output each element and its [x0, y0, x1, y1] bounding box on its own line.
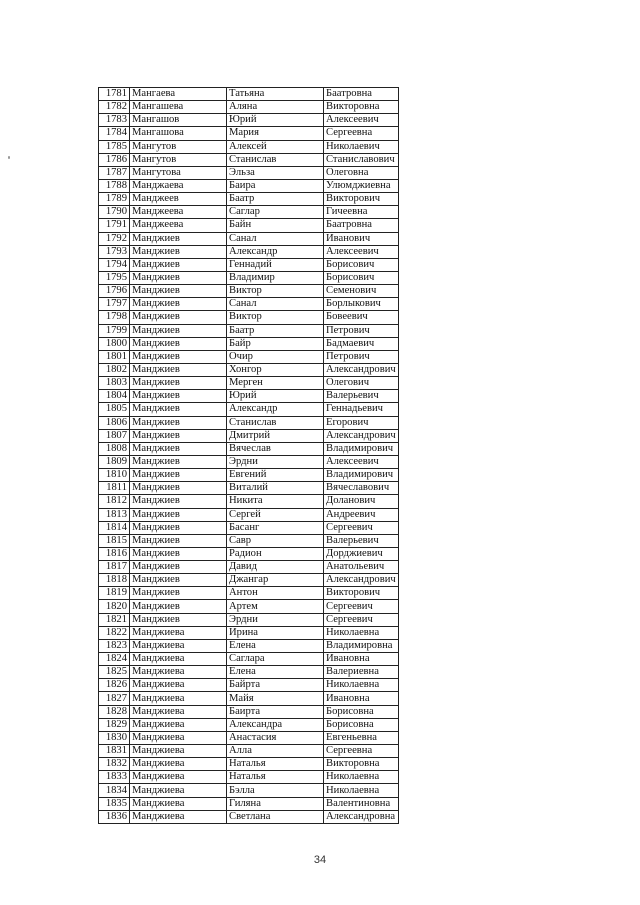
patronymic-cell: Алексеевич [324, 245, 399, 258]
row-number-cell: 1801 [99, 350, 130, 363]
last-name-cell: Манджиев [130, 613, 227, 626]
patronymic-cell: Бовеевич [324, 311, 399, 324]
table-row [99, 784, 399, 797]
last-name-cell: Манджиев [130, 311, 227, 324]
patronymic-cell: Николаевна [324, 784, 399, 797]
last-name-cell: Мангашов [130, 114, 227, 127]
last-name-cell: Манджиева [130, 653, 227, 666]
table-row [99, 324, 399, 337]
table-row [99, 613, 399, 626]
patronymic-cell: Борлыкович [324, 298, 399, 311]
first-name-cell: Юрий [227, 114, 324, 127]
patronymic-cell: Евгеньевна [324, 731, 399, 744]
last-name-cell: Мангутов [130, 140, 227, 153]
last-name-cell: Манджиев [130, 521, 227, 534]
last-name-cell: Манджиева [130, 810, 227, 823]
patronymic-cell: Улюмджиевна [324, 179, 399, 192]
patronymic-cell: Иванович [324, 232, 399, 245]
last-name-cell: Манджиев [130, 363, 227, 376]
first-name-cell: Наталья [227, 758, 324, 771]
row-number-cell: 1835 [99, 797, 130, 810]
table-row [99, 114, 399, 127]
patronymic-cell: Валерьевич [324, 534, 399, 547]
patronymic-cell: Викторовна [324, 758, 399, 771]
row-number-cell: 1789 [99, 193, 130, 206]
table-row [99, 797, 399, 810]
patronymic-cell: Викторович [324, 587, 399, 600]
first-name-cell: Бэлла [227, 784, 324, 797]
table-row [99, 166, 399, 179]
row-number-cell: 1818 [99, 574, 130, 587]
patronymic-cell: Доланович [324, 495, 399, 508]
patronymic-cell: Петрович [324, 350, 399, 363]
row-number-cell: 1810 [99, 469, 130, 482]
patronymic-cell: Сергеевич [324, 600, 399, 613]
patronymic-cell: Александрович [324, 429, 399, 442]
last-name-cell: Манджиев [130, 337, 227, 350]
patronymic-cell: Николаевна [324, 626, 399, 639]
row-number-cell: 1823 [99, 639, 130, 652]
first-name-cell: Хонгор [227, 363, 324, 376]
first-name-cell: Виталий [227, 482, 324, 495]
row-number-cell: 1798 [99, 311, 130, 324]
row-number-cell: 1828 [99, 705, 130, 718]
row-number-cell: 1797 [99, 298, 130, 311]
table-row [99, 363, 399, 376]
first-name-cell: Эрдни [227, 455, 324, 468]
first-name-cell: Мария [227, 127, 324, 140]
table-row [99, 521, 399, 534]
table-row [99, 429, 399, 442]
patronymic-cell: Бадмаевич [324, 337, 399, 350]
patronymic-cell: Сергеевич [324, 521, 399, 534]
patronymic-cell: Алексеевич [324, 114, 399, 127]
row-number-cell: 1782 [99, 101, 130, 114]
scan-speck [8, 156, 10, 159]
patronymic-cell: Олегович [324, 377, 399, 390]
row-number-cell: 1786 [99, 153, 130, 166]
first-name-cell: Байр [227, 337, 324, 350]
last-name-cell: Манджиева [130, 731, 227, 744]
first-name-cell: Аляна [227, 101, 324, 114]
last-name-cell: Манджиев [130, 508, 227, 521]
row-number-cell: 1804 [99, 390, 130, 403]
first-name-cell: Байн [227, 219, 324, 232]
patronymic-cell: Баатровна [324, 219, 399, 232]
table-row [99, 534, 399, 547]
row-number-cell: 1783 [99, 114, 130, 127]
row-number-cell: 1790 [99, 206, 130, 219]
first-name-cell: Саглара [227, 653, 324, 666]
row-number-cell: 1794 [99, 258, 130, 271]
roster-table [98, 87, 399, 824]
row-number-cell: 1833 [99, 771, 130, 784]
row-number-cell: 1814 [99, 521, 130, 534]
table-row [99, 245, 399, 258]
patronymic-cell: Александрович [324, 574, 399, 587]
table-row [99, 377, 399, 390]
row-number-cell: 1836 [99, 810, 130, 823]
patronymic-cell: Владимирович [324, 469, 399, 482]
table-row [99, 600, 399, 613]
last-name-cell: Манджиев [130, 271, 227, 284]
patronymic-cell: Анатольевич [324, 561, 399, 574]
table-row [99, 692, 399, 705]
last-name-cell: Манджиева [130, 718, 227, 731]
table-row [99, 193, 399, 206]
first-name-cell: Александра [227, 718, 324, 731]
row-number-cell: 1812 [99, 495, 130, 508]
table-row [99, 653, 399, 666]
last-name-cell: Манджиев [130, 285, 227, 298]
last-name-cell: Манджиев [130, 534, 227, 547]
table-row [99, 731, 399, 744]
last-name-cell: Манджаева [130, 179, 227, 192]
first-name-cell: Радион [227, 547, 324, 560]
table-row [99, 390, 399, 403]
row-number-cell: 1791 [99, 219, 130, 232]
patronymic-cell: Борисович [324, 271, 399, 284]
patronymic-cell: Викторовна [324, 101, 399, 114]
first-name-cell: Баирта [227, 705, 324, 718]
row-number-cell: 1825 [99, 666, 130, 679]
row-number-cell: 1813 [99, 508, 130, 521]
table-row [99, 455, 399, 468]
patronymic-cell: Викторович [324, 193, 399, 206]
row-number-cell: 1788 [99, 179, 130, 192]
table-row [99, 140, 399, 153]
first-name-cell: Станислав [227, 153, 324, 166]
last-name-cell: Манджиев [130, 232, 227, 245]
patronymic-cell: Дорджиевич [324, 547, 399, 560]
last-name-cell: Манджиев [130, 390, 227, 403]
patronymic-cell: Сергеевна [324, 127, 399, 140]
row-number-cell: 1781 [99, 88, 130, 101]
first-name-cell: Юрий [227, 390, 324, 403]
table-row [99, 679, 399, 692]
row-number-cell: 1827 [99, 692, 130, 705]
table-row [99, 547, 399, 560]
patronymic-cell: Владимирович [324, 442, 399, 455]
row-number-cell: 1808 [99, 442, 130, 455]
last-name-cell: Манджиева [130, 745, 227, 758]
first-name-cell: Майя [227, 692, 324, 705]
last-name-cell: Манджиев [130, 455, 227, 468]
first-name-cell: Мерген [227, 377, 324, 390]
patronymic-cell: Валерьевич [324, 390, 399, 403]
last-name-cell: Манджиев [130, 350, 227, 363]
row-number-cell: 1820 [99, 600, 130, 613]
first-name-cell: Елена [227, 666, 324, 679]
patronymic-cell: Андреевич [324, 508, 399, 521]
last-name-cell: Манджиева [130, 666, 227, 679]
first-name-cell: Эльза [227, 166, 324, 179]
last-name-cell: Манджиев [130, 587, 227, 600]
table-row [99, 206, 399, 219]
patronymic-cell: Александрович [324, 363, 399, 376]
table-row [99, 127, 399, 140]
first-name-cell: Александр [227, 245, 324, 258]
row-number-cell: 1784 [99, 127, 130, 140]
patronymic-cell: Сергеевич [324, 613, 399, 626]
row-number-cell: 1792 [99, 232, 130, 245]
last-name-cell: Манджиев [130, 324, 227, 337]
first-name-cell: Джангар [227, 574, 324, 587]
patronymic-cell: Николаевна [324, 771, 399, 784]
row-number-cell: 1811 [99, 482, 130, 495]
first-name-cell: Санал [227, 298, 324, 311]
patronymic-cell: Олеговна [324, 166, 399, 179]
table-row [99, 705, 399, 718]
first-name-cell: Евгений [227, 469, 324, 482]
table-row [99, 219, 399, 232]
first-name-cell: Саглар [227, 206, 324, 219]
table-row [99, 495, 399, 508]
patronymic-cell: Владимировна [324, 639, 399, 652]
last-name-cell: Манджиев [130, 547, 227, 560]
first-name-cell: Никита [227, 495, 324, 508]
last-name-cell: Манджиев [130, 377, 227, 390]
patronymic-cell: Баатровна [324, 88, 399, 101]
last-name-cell: Манджеева [130, 219, 227, 232]
row-number-cell: 1806 [99, 416, 130, 429]
table-row [99, 442, 399, 455]
row-number-cell: 1799 [99, 324, 130, 337]
table-row [99, 298, 399, 311]
row-number-cell: 1817 [99, 561, 130, 574]
last-name-cell: Манджиева [130, 758, 227, 771]
patronymic-cell: Сергеевна [324, 745, 399, 758]
table-row [99, 271, 399, 284]
row-number-cell: 1829 [99, 718, 130, 731]
row-number-cell: 1803 [99, 377, 130, 390]
last-name-cell: Манджиев [130, 482, 227, 495]
patronymic-cell: Станиславович [324, 153, 399, 166]
row-number-cell: 1824 [99, 653, 130, 666]
patronymic-cell: Алексеевич [324, 455, 399, 468]
table-row [99, 416, 399, 429]
last-name-cell: Манджиев [130, 574, 227, 587]
last-name-cell: Манджиева [130, 705, 227, 718]
row-number-cell: 1815 [99, 534, 130, 547]
last-name-cell: Мангаева [130, 88, 227, 101]
patronymic-cell: Ивановна [324, 692, 399, 705]
first-name-cell: Савр [227, 534, 324, 547]
first-name-cell: Алла [227, 745, 324, 758]
row-number-cell: 1807 [99, 429, 130, 442]
last-name-cell: Манджиев [130, 495, 227, 508]
first-name-cell: Алексей [227, 140, 324, 153]
table-row [99, 666, 399, 679]
table-row [99, 718, 399, 731]
first-name-cell: Баира [227, 179, 324, 192]
row-number-cell: 1802 [99, 363, 130, 376]
last-name-cell: Манджиев [130, 600, 227, 613]
first-name-cell: Елена [227, 639, 324, 652]
page-number: 34 [313, 854, 327, 866]
first-name-cell: Антон [227, 587, 324, 600]
patronymic-cell: Валериевна [324, 666, 399, 679]
last-name-cell: Манджиев [130, 469, 227, 482]
row-number-cell: 1816 [99, 547, 130, 560]
last-name-cell: Мангашева [130, 101, 227, 114]
patronymic-cell: Геннадьевич [324, 403, 399, 416]
last-name-cell: Манджиев [130, 258, 227, 271]
patronymic-cell: Валентиновна [324, 797, 399, 810]
first-name-cell: Дмитрий [227, 429, 324, 442]
row-number-cell: 1795 [99, 271, 130, 284]
last-name-cell: Манджеева [130, 206, 227, 219]
table-row [99, 337, 399, 350]
table-row [99, 469, 399, 482]
table-row [99, 101, 399, 114]
last-name-cell: Манджиев [130, 442, 227, 455]
table-row [99, 350, 399, 363]
first-name-cell: Виктор [227, 311, 324, 324]
last-name-cell: Мангашова [130, 127, 227, 140]
row-number-cell: 1826 [99, 679, 130, 692]
first-name-cell: Станислав [227, 416, 324, 429]
first-name-cell: Светлана [227, 810, 324, 823]
row-number-cell: 1800 [99, 337, 130, 350]
row-number-cell: 1822 [99, 626, 130, 639]
patronymic-cell: Петрович [324, 324, 399, 337]
table-row [99, 561, 399, 574]
patronymic-cell: Егорович [324, 416, 399, 429]
table-row [99, 232, 399, 245]
table-row [99, 403, 399, 416]
last-name-cell: Манджиев [130, 416, 227, 429]
patronymic-cell: Семенович [324, 285, 399, 298]
first-name-cell: Татьяна [227, 88, 324, 101]
first-name-cell: Александр [227, 403, 324, 416]
patronymic-cell: Ивановна [324, 653, 399, 666]
patronymic-cell: Александровна [324, 810, 399, 823]
first-name-cell: Байрта [227, 679, 324, 692]
row-number-cell: 1832 [99, 758, 130, 771]
first-name-cell: Анастасия [227, 731, 324, 744]
last-name-cell: Мангутова [130, 166, 227, 179]
table-row [99, 745, 399, 758]
row-number-cell: 1793 [99, 245, 130, 258]
first-name-cell: Баатр [227, 193, 324, 206]
last-name-cell: Манджиева [130, 784, 227, 797]
first-name-cell: Владимир [227, 271, 324, 284]
last-name-cell: Манджиева [130, 797, 227, 810]
table-row [99, 482, 399, 495]
row-number-cell: 1809 [99, 455, 130, 468]
first-name-cell: Очир [227, 350, 324, 363]
table-row [99, 311, 399, 324]
table-row [99, 88, 399, 101]
table-row [99, 508, 399, 521]
patronymic-cell: Николаевич [324, 140, 399, 153]
table-row [99, 285, 399, 298]
table-row [99, 626, 399, 639]
table-row [99, 574, 399, 587]
patronymic-cell: Вячеславович [324, 482, 399, 495]
table-row [99, 639, 399, 652]
row-number-cell: 1796 [99, 285, 130, 298]
table-row [99, 810, 399, 823]
last-name-cell: Мангутов [130, 153, 227, 166]
row-number-cell: 1831 [99, 745, 130, 758]
first-name-cell: Санал [227, 232, 324, 245]
patronymic-cell: Борисович [324, 258, 399, 271]
first-name-cell: Баатр [227, 324, 324, 337]
row-number-cell: 1834 [99, 784, 130, 797]
first-name-cell: Гиляна [227, 797, 324, 810]
first-name-cell: Вячеслав [227, 442, 324, 455]
table-row [99, 258, 399, 271]
roster-table-body [99, 88, 399, 824]
patronymic-cell: Борисовна [324, 718, 399, 731]
last-name-cell: Манджиева [130, 692, 227, 705]
last-name-cell: Манджиева [130, 679, 227, 692]
patronymic-cell: Гичеевна [324, 206, 399, 219]
first-name-cell: Геннадий [227, 258, 324, 271]
first-name-cell: Давид [227, 561, 324, 574]
last-name-cell: Манджиев [130, 561, 227, 574]
last-name-cell: Манджиев [130, 429, 227, 442]
table-row [99, 179, 399, 192]
table-row [99, 153, 399, 166]
first-name-cell: Ирина [227, 626, 324, 639]
row-number-cell: 1805 [99, 403, 130, 416]
last-name-cell: Манджеев [130, 193, 227, 206]
row-number-cell: 1785 [99, 140, 130, 153]
first-name-cell: Артем [227, 600, 324, 613]
table-row [99, 771, 399, 784]
first-name-cell: Сергей [227, 508, 324, 521]
table-row [99, 758, 399, 771]
last-name-cell: Манджиев [130, 245, 227, 258]
first-name-cell: Виктор [227, 285, 324, 298]
row-number-cell: 1821 [99, 613, 130, 626]
first-name-cell: Эрдни [227, 613, 324, 626]
patronymic-cell: Борисовна [324, 705, 399, 718]
row-number-cell: 1830 [99, 731, 130, 744]
first-name-cell: Басанг [227, 521, 324, 534]
last-name-cell: Манджиев [130, 298, 227, 311]
table-row [99, 587, 399, 600]
last-name-cell: Манджиев [130, 403, 227, 416]
last-name-cell: Манджиева [130, 639, 227, 652]
last-name-cell: Манджиева [130, 626, 227, 639]
row-number-cell: 1787 [99, 166, 130, 179]
patronymic-cell: Николаевна [324, 679, 399, 692]
last-name-cell: Манджиева [130, 771, 227, 784]
row-number-cell: 1819 [99, 587, 130, 600]
first-name-cell: Наталья [227, 771, 324, 784]
